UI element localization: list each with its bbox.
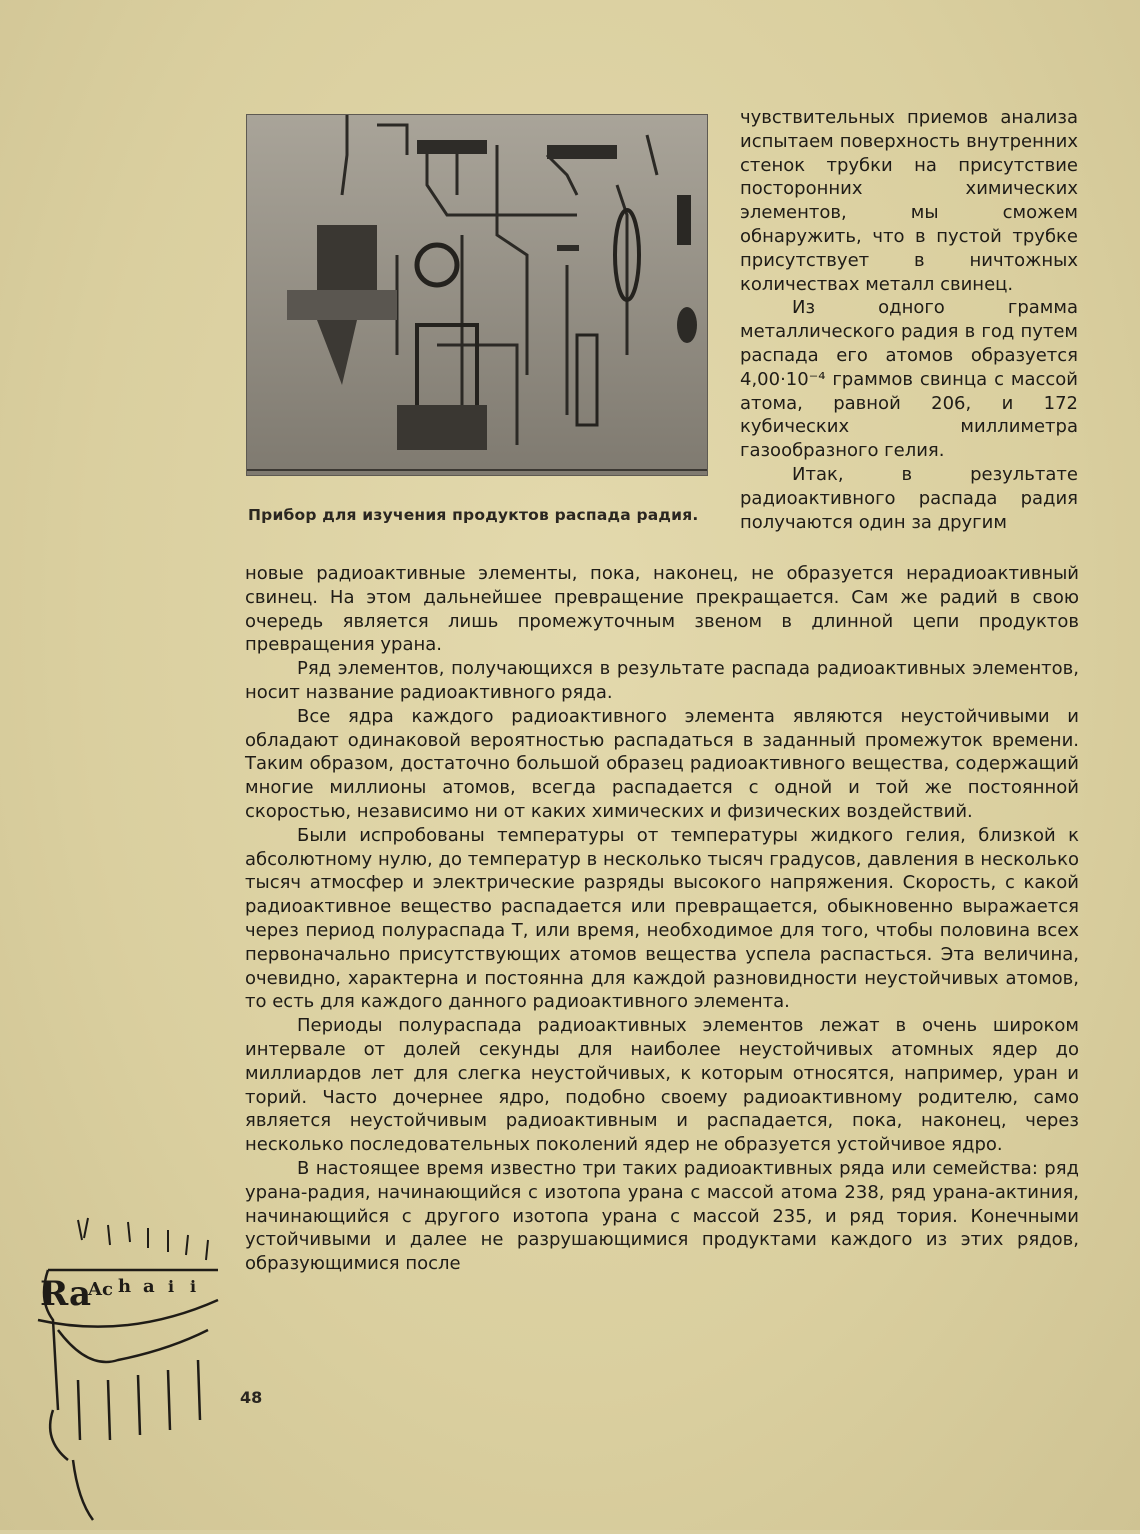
paragraph: новые радиоактивные элементы, пока, наконец, не образуется нерадиоактивный свинец. На этом дальнейшее превращение прекращается. Сам же радий в свою очередь является лишь промежуточным звеном в длинной цепи продуктов превращения урана. <box>245 563 1079 656</box>
decay-label: Ra <box>40 1274 92 1314</box>
paragraph: Ряд элементов, получающихся в результате распада радиоактивных элементов, носит название радиоактивного ряда. <box>245 658 1079 703</box>
page-number: 48 <box>240 1388 263 1407</box>
paragraph: чувствительных приемов анализа испытаем поверхность внутренних стенок трубки на присутствие посторонних химических элементов, мы сможем обнаружить, что в пустой трубке присутствует в ничтожных количествах металл свинец. <box>740 107 1078 295</box>
apparatus-photo <box>246 114 708 476</box>
cartoon-icon <box>18 1210 238 1530</box>
paragraph: Из одного грамма металлического радия в год путем распада его атомов образуется 4,00·10⁻⁴ граммов свинца с массой атома, равной 206, и 172 кубических миллиметра газообразного гелия. <box>740 297 1078 462</box>
paragraph: Итак, в результате радиоактивного распада радия получаются один за другим <box>740 463 1078 533</box>
figure-caption: Прибор для изучения продуктов распада радия. <box>248 506 699 524</box>
right-column-text <box>740 106 1078 534</box>
decay-label: Ac <box>88 1279 113 1300</box>
paragraph: Были испробованы температуры от температуры жидкого гелия, близкой к абсолютному нулю, до температур в несколько тысяч градусов, давления в несколько тысяч атмосфер и электрические разряды высокого напряжения. Скорость, с какой радиоактивное вещество распадается или превращается, обыкновенно выражается через период полураспада Т, или время, необходимое для того, чтобы половина всех первоначально присутствующих атомов вещества успела распасться. Эта величина, очевидно, характерна и постоянна для каждой разновидности неустойчивых атомов, то есть для каждого данного радиоактивного элемента. <box>245 824 1079 1013</box>
main-text <box>245 562 1079 1276</box>
paragraph: Периоды полураспада радиоактивных элементов лежат в очень широком интервале от долей секунды для наиболее неустойчивых атомных ядер до миллиардов лет для слегка неустойчивых, к которым относятся, например, уран и торий. Часто дочернее ядро, подобно своему радиоактивному родителю, само является неустойчивым радиоактивным и распадается, пока, наконец, через несколько последовательных поколений ядер не образуется устойчивое ядро. <box>245 1015 1079 1156</box>
decay-label: a <box>143 1276 155 1297</box>
decay-label: h <box>118 1276 132 1297</box>
decay-chain-illustration <box>18 1210 238 1530</box>
paragraph: В настоящее время известно три таких радиоактивных ряда или семейства: ряд урана-радия, начинающийся с изотопа урана с массой атома 238, ряд урана-актиния, начинающийся с другого изотопа урана с массой 235, и ряд тория. Конечными устойчивыми и далее не разрушающимися продуктами каждого из этих рядов, образующимися после <box>245 1157 1079 1275</box>
paragraph: Все ядра каждого радиоактивного элемента являются неустойчивыми и обладают одинаковой вероятностью распадаться в заданный промежуток времени. Таким образом, достаточно большой образец радиоактивного вещества, содержащий многие миллионы атомов, всегда распадается с одной и той же постоянной скоростью, независимо ни от каких химических и физических воздействий. <box>245 705 1079 822</box>
decay-label: i <box>168 1277 175 1296</box>
apparatus-illustration <box>247 115 707 475</box>
decay-label: i <box>190 1277 197 1296</box>
